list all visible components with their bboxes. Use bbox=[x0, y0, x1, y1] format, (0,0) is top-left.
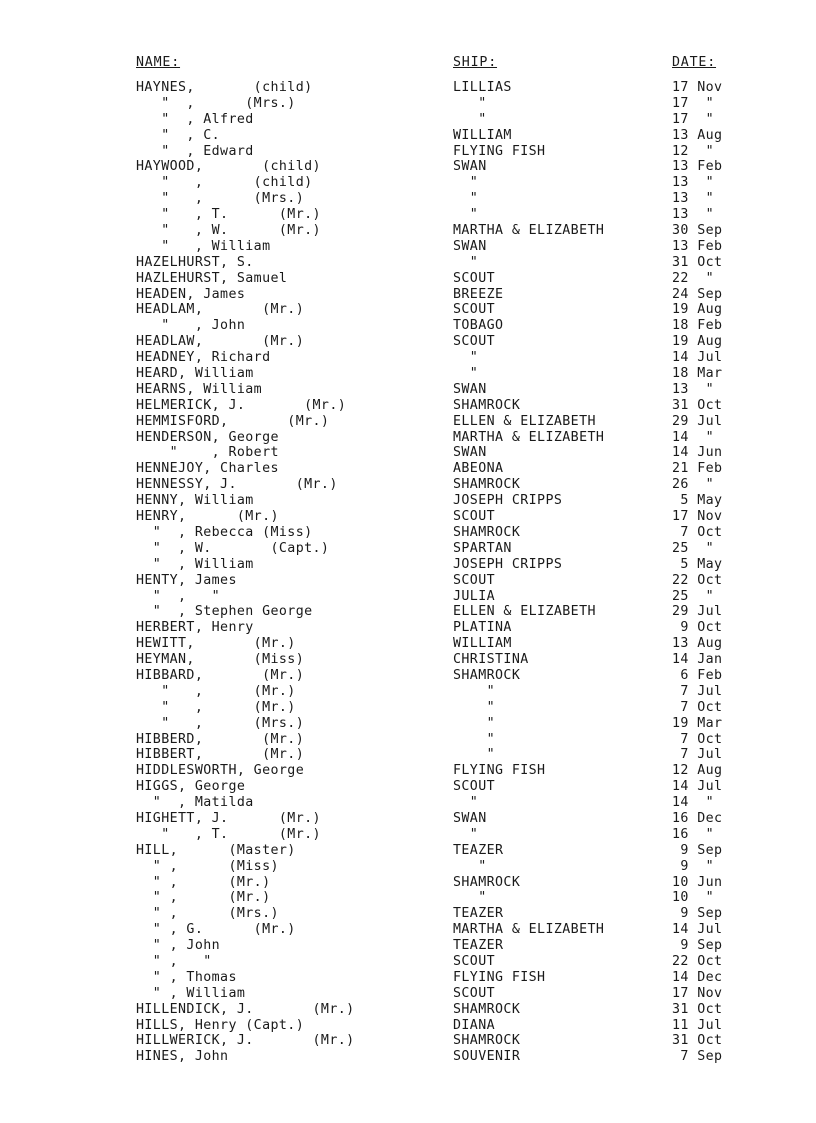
ship-cell: MARTHA & ELIZABETH bbox=[453, 429, 605, 445]
ship-cell: " bbox=[453, 111, 487, 127]
ship-cell: " bbox=[453, 683, 496, 699]
ship-cell: " bbox=[453, 826, 479, 842]
date-cell: 13 Aug bbox=[672, 636, 723, 652]
date-cell: 14 Jul bbox=[672, 922, 723, 938]
name-cell: " , (Miss) bbox=[136, 858, 279, 874]
date-cell: 25 " bbox=[672, 540, 715, 556]
date-cell: 7 Jul bbox=[672, 683, 723, 699]
date-cell: 10 " bbox=[672, 890, 715, 906]
name-cell: HENNEJOY, Charles bbox=[136, 461, 279, 477]
ship-cell: FLYING FISH bbox=[453, 143, 546, 159]
ship-cell: " bbox=[453, 366, 479, 382]
date-cell: 22 Oct bbox=[672, 953, 723, 969]
date-cell: 30 Sep bbox=[672, 223, 723, 239]
name-cell: HAZLEHURST, Samuel bbox=[136, 270, 288, 286]
ship-cell: JOSEPH CRIPPS bbox=[453, 493, 563, 509]
ship-cell: SWAN bbox=[453, 810, 487, 826]
name-cell: " , William bbox=[136, 985, 246, 1001]
name-cell: " , (Mr.) bbox=[136, 699, 296, 715]
name-cell: " , Robert bbox=[136, 445, 279, 461]
date-cell: 5 May bbox=[672, 556, 723, 572]
date-cell: 13 Aug bbox=[672, 127, 723, 143]
ship-cell: WILLIAM bbox=[453, 636, 512, 652]
name-cell: " , W. (Capt.) bbox=[136, 540, 330, 556]
ship-cell: SWAN bbox=[453, 238, 487, 254]
ship-cell: SHAMROCK bbox=[453, 1001, 521, 1017]
ship-cell: JULIA bbox=[453, 588, 496, 604]
name-column-header: NAME: bbox=[136, 55, 181, 70]
ship-cell: TEAZER bbox=[453, 906, 504, 922]
name-cell: " , G. (Mr.) bbox=[136, 922, 296, 938]
date-cell: 14 " bbox=[672, 429, 715, 445]
ship-cell: TEAZER bbox=[453, 842, 504, 858]
name-cell: HEADNEY, Richard bbox=[136, 350, 271, 366]
ship-cell: SCOUT bbox=[453, 270, 496, 286]
date-cell: 7 Oct bbox=[672, 699, 723, 715]
date-cell: 13 " bbox=[672, 207, 715, 223]
date-cell: 14 " bbox=[672, 795, 715, 811]
date-cell: 7 Oct bbox=[672, 731, 723, 747]
name-cell: " , John bbox=[136, 318, 246, 334]
date-cell: 17 Nov bbox=[672, 80, 723, 95]
name-cell: HEADLAM, (Mr.) bbox=[136, 302, 305, 318]
ship-cell: PLATINA bbox=[453, 620, 512, 636]
date-cell: 22 Oct bbox=[672, 572, 723, 588]
date-cell: 16 " bbox=[672, 826, 715, 842]
ship-cell: " bbox=[453, 858, 487, 874]
date-cell: 13 Feb bbox=[672, 159, 723, 175]
date-cell: 13 " bbox=[672, 381, 715, 397]
ship-cell: SHAMROCK bbox=[453, 874, 521, 890]
name-cell: HIDDLESWORTH, George bbox=[136, 763, 305, 779]
name-cell: HEARNS, William bbox=[136, 381, 263, 397]
name-cell: HIBBERD, (Mr.) bbox=[136, 731, 305, 747]
ship-cell: ELLEN & ELIZABETH bbox=[453, 604, 596, 620]
ship-cell: SHAMROCK bbox=[453, 524, 521, 540]
name-cell: HILLENDICK, J. (Mr.) bbox=[136, 1001, 355, 1017]
ship-cell: ABEONA bbox=[453, 461, 504, 477]
name-cell: " , Rebecca (Miss) bbox=[136, 524, 313, 540]
name-cell: " , (child) bbox=[136, 175, 313, 191]
date-cell: 16 Dec bbox=[672, 810, 723, 826]
name-cell: HELMERICK, J. (Mr.) bbox=[136, 397, 347, 413]
ship-cell: " bbox=[453, 95, 487, 111]
ship-cell: SPARTAN bbox=[453, 540, 512, 556]
name-cell: " , (Mrs.) bbox=[136, 95, 296, 111]
name-cell: HAYNES, (child) bbox=[136, 80, 313, 95]
name-cell: HENRY, (Mr.) bbox=[136, 509, 279, 525]
ship-cell: " bbox=[453, 795, 479, 811]
date-cell: 14 Jul bbox=[672, 779, 723, 795]
name-cell: " , " bbox=[136, 953, 212, 969]
ship-cell: SOUVENIR bbox=[453, 1049, 521, 1065]
name-cell: HILLS, Henry (Capt.) bbox=[136, 1017, 305, 1033]
name-cell: HIBBERT, (Mr.) bbox=[136, 747, 305, 763]
name-cell: " , W. (Mr.) bbox=[136, 223, 321, 239]
name-cell: HEWITT, (Mr.) bbox=[136, 636, 296, 652]
ship-cell: SCOUT bbox=[453, 779, 496, 795]
date-cell: 17 " bbox=[672, 95, 715, 111]
ship-cell: ELLEN & ELIZABETH bbox=[453, 413, 596, 429]
name-cell: HIBBARD, (Mr.) bbox=[136, 667, 305, 683]
date-cell: 31 Oct bbox=[672, 1033, 723, 1049]
ship-cell: " bbox=[453, 350, 479, 366]
date-cell: 12 " bbox=[672, 143, 715, 159]
ship-cell: SHAMROCK bbox=[453, 397, 521, 413]
ship-cell: SCOUT bbox=[453, 302, 496, 318]
name-cell: HEARD, William bbox=[136, 366, 254, 382]
ship-cell: " bbox=[453, 699, 496, 715]
date-cell: 29 Jul bbox=[672, 604, 723, 620]
date-cell: 25 " bbox=[672, 588, 715, 604]
name-cell: HENNY, William bbox=[136, 493, 254, 509]
date-cell: 13 Feb bbox=[672, 238, 723, 254]
ship-cell: " bbox=[453, 175, 479, 191]
ship-cell: SCOUT bbox=[453, 953, 496, 969]
date-cell: 12 Aug bbox=[672, 763, 723, 779]
date-cell: 18 Feb bbox=[672, 318, 723, 334]
date-cell: 11 Jul bbox=[672, 1017, 723, 1033]
ship-cell: CHRISTINA bbox=[453, 652, 529, 668]
date-cell: 13 " bbox=[672, 191, 715, 207]
date-cell: 31 Oct bbox=[672, 397, 723, 413]
date-cell: 21 Feb bbox=[672, 461, 723, 477]
ship-cell: SWAN bbox=[453, 159, 487, 175]
ship-cell: DIANA bbox=[453, 1017, 496, 1033]
date-cell: 18 Mar bbox=[672, 366, 723, 382]
name-cell: " , Stephen George bbox=[136, 604, 313, 620]
name-cell: HIGGS, George bbox=[136, 779, 246, 795]
ship-cell: " bbox=[453, 890, 487, 906]
ship-cell: " bbox=[453, 191, 479, 207]
ship-cell: SWAN bbox=[453, 381, 487, 397]
date-cell: 26 " bbox=[672, 477, 715, 493]
ship-cell: MARTHA & ELIZABETH bbox=[453, 922, 605, 938]
name-column bbox=[136, 80, 355, 1065]
date-cell: 14 Jul bbox=[672, 350, 723, 366]
name-cell: " , " bbox=[136, 588, 221, 604]
name-cell: HIGHETT, J. (Mr.) bbox=[136, 810, 321, 826]
date-cell: 19 Aug bbox=[672, 302, 723, 318]
date-cell: 5 May bbox=[672, 493, 723, 509]
date-cell: 29 Jul bbox=[672, 413, 723, 429]
ship-cell: JOSEPH CRIPPS bbox=[453, 556, 563, 572]
ship-cell: TEAZER bbox=[453, 938, 504, 954]
date-column bbox=[672, 80, 722, 1065]
ship-cell: " bbox=[453, 254, 479, 270]
date-cell: 24 Sep bbox=[672, 286, 723, 302]
date-cell: 19 Aug bbox=[672, 334, 723, 350]
date-cell: 19 Mar bbox=[672, 715, 723, 731]
date-cell: 9 Sep bbox=[672, 906, 723, 922]
date-cell: 14 Jan bbox=[672, 652, 723, 668]
ship-column-header: SHIP: bbox=[453, 55, 498, 70]
date-cell: 9 " bbox=[672, 858, 715, 874]
ship-cell: SWAN bbox=[453, 445, 487, 461]
date-cell: 17 " bbox=[672, 111, 715, 127]
name-cell: " , T. (Mr.) bbox=[136, 207, 321, 223]
ship-cell: MARTHA & ELIZABETH bbox=[453, 223, 605, 239]
name-cell: " , T. (Mr.) bbox=[136, 826, 321, 842]
date-cell: 17 Nov bbox=[672, 509, 723, 525]
name-cell: " , William bbox=[136, 238, 271, 254]
ship-cell: " bbox=[453, 747, 496, 763]
name-cell: HILL, (Master) bbox=[136, 842, 296, 858]
ship-cell: SCOUT bbox=[453, 572, 496, 588]
name-cell: " , John bbox=[136, 938, 221, 954]
name-cell: HAZELHURST, S. bbox=[136, 254, 254, 270]
date-cell: 9 Oct bbox=[672, 620, 723, 636]
ship-column bbox=[453, 80, 604, 1065]
name-cell: HEADEN, James bbox=[136, 286, 246, 302]
name-cell: HEYMAN, (Miss) bbox=[136, 652, 305, 668]
name-cell: HERBERT, Henry bbox=[136, 620, 254, 636]
name-cell: " , William bbox=[136, 556, 254, 572]
date-cell: 9 Sep bbox=[672, 938, 723, 954]
ship-cell: " bbox=[453, 731, 496, 747]
ship-cell: SHAMROCK bbox=[453, 1033, 521, 1049]
date-column-header: DATE: bbox=[672, 55, 717, 70]
ship-cell: SCOUT bbox=[453, 509, 496, 525]
name-cell: HENDERSON, George bbox=[136, 429, 279, 445]
name-cell: " , Edward bbox=[136, 143, 254, 159]
date-cell: 10 Jun bbox=[672, 874, 723, 890]
name-cell: HEMMISFORD, (Mr.) bbox=[136, 413, 330, 429]
ship-cell: FLYING FISH bbox=[453, 969, 546, 985]
name-cell: HEADLAW, (Mr.) bbox=[136, 334, 305, 350]
date-cell: 9 Sep bbox=[672, 842, 723, 858]
ship-cell: SCOUT bbox=[453, 985, 496, 1001]
name-cell: HAYWOOD, (child) bbox=[136, 159, 321, 175]
date-cell: 14 Dec bbox=[672, 969, 723, 985]
name-cell: " , (Mrs.) bbox=[136, 191, 305, 207]
date-cell: 7 Sep bbox=[672, 1049, 723, 1065]
ship-cell: " bbox=[453, 207, 479, 223]
name-cell: " , (Mr.) bbox=[136, 874, 271, 890]
name-cell: " , (Mrs.) bbox=[136, 906, 279, 922]
date-cell: 31 Oct bbox=[672, 254, 723, 270]
date-cell: 13 " bbox=[672, 175, 715, 191]
date-cell: 31 Oct bbox=[672, 1001, 723, 1017]
ship-cell: LILLIAS bbox=[453, 80, 512, 95]
ship-cell: TOBAGO bbox=[453, 318, 504, 334]
date-cell: 6 Feb bbox=[672, 667, 723, 683]
ship-cell: SHAMROCK bbox=[453, 667, 521, 683]
ship-cell: SHAMROCK bbox=[453, 477, 521, 493]
date-cell: 17 Nov bbox=[672, 985, 723, 1001]
name-cell: HENNESSY, J. (Mr.) bbox=[136, 477, 338, 493]
date-cell: 7 Jul bbox=[672, 747, 723, 763]
name-cell: HENTY, James bbox=[136, 572, 237, 588]
name-cell: HINES, John bbox=[136, 1049, 229, 1065]
ship-cell: BREEZE bbox=[453, 286, 504, 302]
name-cell: " , C. bbox=[136, 127, 221, 143]
name-cell: " , Thomas bbox=[136, 969, 237, 985]
name-cell: " , (Mr.) bbox=[136, 683, 296, 699]
name-cell: HILLWERICK, J. (Mr.) bbox=[136, 1033, 355, 1049]
ship-cell: SCOUT bbox=[453, 334, 496, 350]
date-cell: 14 Jun bbox=[672, 445, 723, 461]
ship-cell: " bbox=[453, 715, 496, 731]
date-cell: 7 Oct bbox=[672, 524, 723, 540]
date-cell: 22 " bbox=[672, 270, 715, 286]
name-cell: " , Matilda bbox=[136, 795, 254, 811]
name-cell: " , (Mr.) bbox=[136, 890, 271, 906]
name-cell: " , Alfred bbox=[136, 111, 254, 127]
ship-cell: FLYING FISH bbox=[453, 763, 546, 779]
ship-cell: WILLIAM bbox=[453, 127, 512, 143]
name-cell: " , (Mrs.) bbox=[136, 715, 305, 731]
